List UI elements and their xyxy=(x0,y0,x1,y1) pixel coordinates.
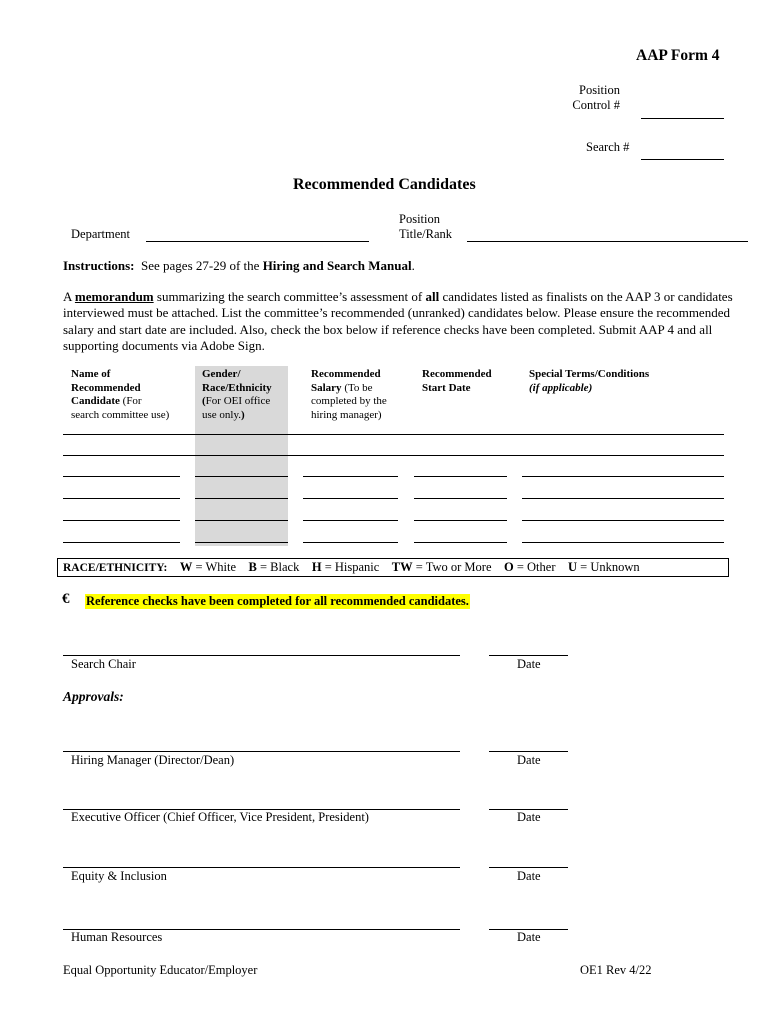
position-title-label: Position Title/Rank xyxy=(399,212,453,241)
date-label: Date xyxy=(517,930,541,944)
table-row[interactable] xyxy=(63,434,724,435)
form-number: AAP Form 4 xyxy=(636,47,720,64)
hr-label: Human Resources xyxy=(71,930,163,944)
reference-checks-text: Reference checks have been completed for all recommended candidates. xyxy=(86,594,469,608)
hiring-manager-signature-line[interactable] xyxy=(63,751,460,752)
col-header-start-date: Recommended Start Date xyxy=(422,368,492,394)
search-chair-label: Search Chair xyxy=(71,657,136,671)
col-header-gender-race: Gender/ Race/Ethnicity (For OEI office use only.) xyxy=(202,368,272,421)
search-number-field[interactable] xyxy=(641,159,724,160)
search-chair-date-line[interactable] xyxy=(489,655,568,656)
race-ethnicity-legend: RACE/ETHNICITY: W = White B = Black H = Hispanic TW = Two or More O = Other U = Unknown xyxy=(57,558,729,577)
date-label: Date xyxy=(517,657,541,671)
footer-employer: Equal Opportunity Educator/Employer xyxy=(63,963,258,977)
position-title-field[interactable] xyxy=(467,241,748,242)
instructions: Instructions: See pages 27-29 of the Hiring and Search Manual. xyxy=(63,258,415,273)
department-label: Department xyxy=(71,227,131,241)
equity-date-line[interactable] xyxy=(489,867,568,868)
footer-revision: OE1 Rev 4/22 xyxy=(580,963,652,977)
col-header-salary: Recommended Salary (To be completed by the hiring manager) xyxy=(311,368,387,421)
search-number-label: Search # xyxy=(586,140,630,154)
position-control-label: Position Control # xyxy=(572,83,620,112)
memo-paragraph: A memorandum summarizing the search committee’s assessment of all candidates listed as finalists on the AAP 3 or candidates interviewed must be attached. List the committee’s recommended (unranked) candidates below. Please ensure the recommended salary and start date are included. Also, check the box below if reference checks have been completed. Submit AAP 4 and all supporting documents via Adobe Sign. xyxy=(63,289,733,353)
equity-signature-line[interactable] xyxy=(63,867,460,868)
col-header-name: Name of Recommended Candidate (For search committee use) xyxy=(71,368,170,421)
date-label: Date xyxy=(517,810,541,824)
department-field[interactable] xyxy=(146,241,369,242)
approvals-heading: Approvals: xyxy=(63,689,124,704)
executive-officer-label: Executive Officer (Chief Officer, Vice President, President) xyxy=(71,810,369,824)
col-header-special-terms: Special Terms/Conditions (if applicable) xyxy=(529,368,650,394)
search-chair-signature-line[interactable] xyxy=(63,655,460,656)
equity-label: Equity & Inclusion xyxy=(71,869,167,883)
hiring-manager-label: Hiring Manager (Director/Dean) xyxy=(71,753,235,767)
hiring-manager-date-line[interactable] xyxy=(489,751,568,752)
date-label: Date xyxy=(517,869,541,883)
date-label: Date xyxy=(517,753,541,767)
position-control-field[interactable] xyxy=(641,118,724,119)
page-title: Recommended Candidates xyxy=(293,176,476,193)
table-row[interactable] xyxy=(63,455,724,456)
reference-checks-checkbox[interactable]: € xyxy=(62,591,70,607)
